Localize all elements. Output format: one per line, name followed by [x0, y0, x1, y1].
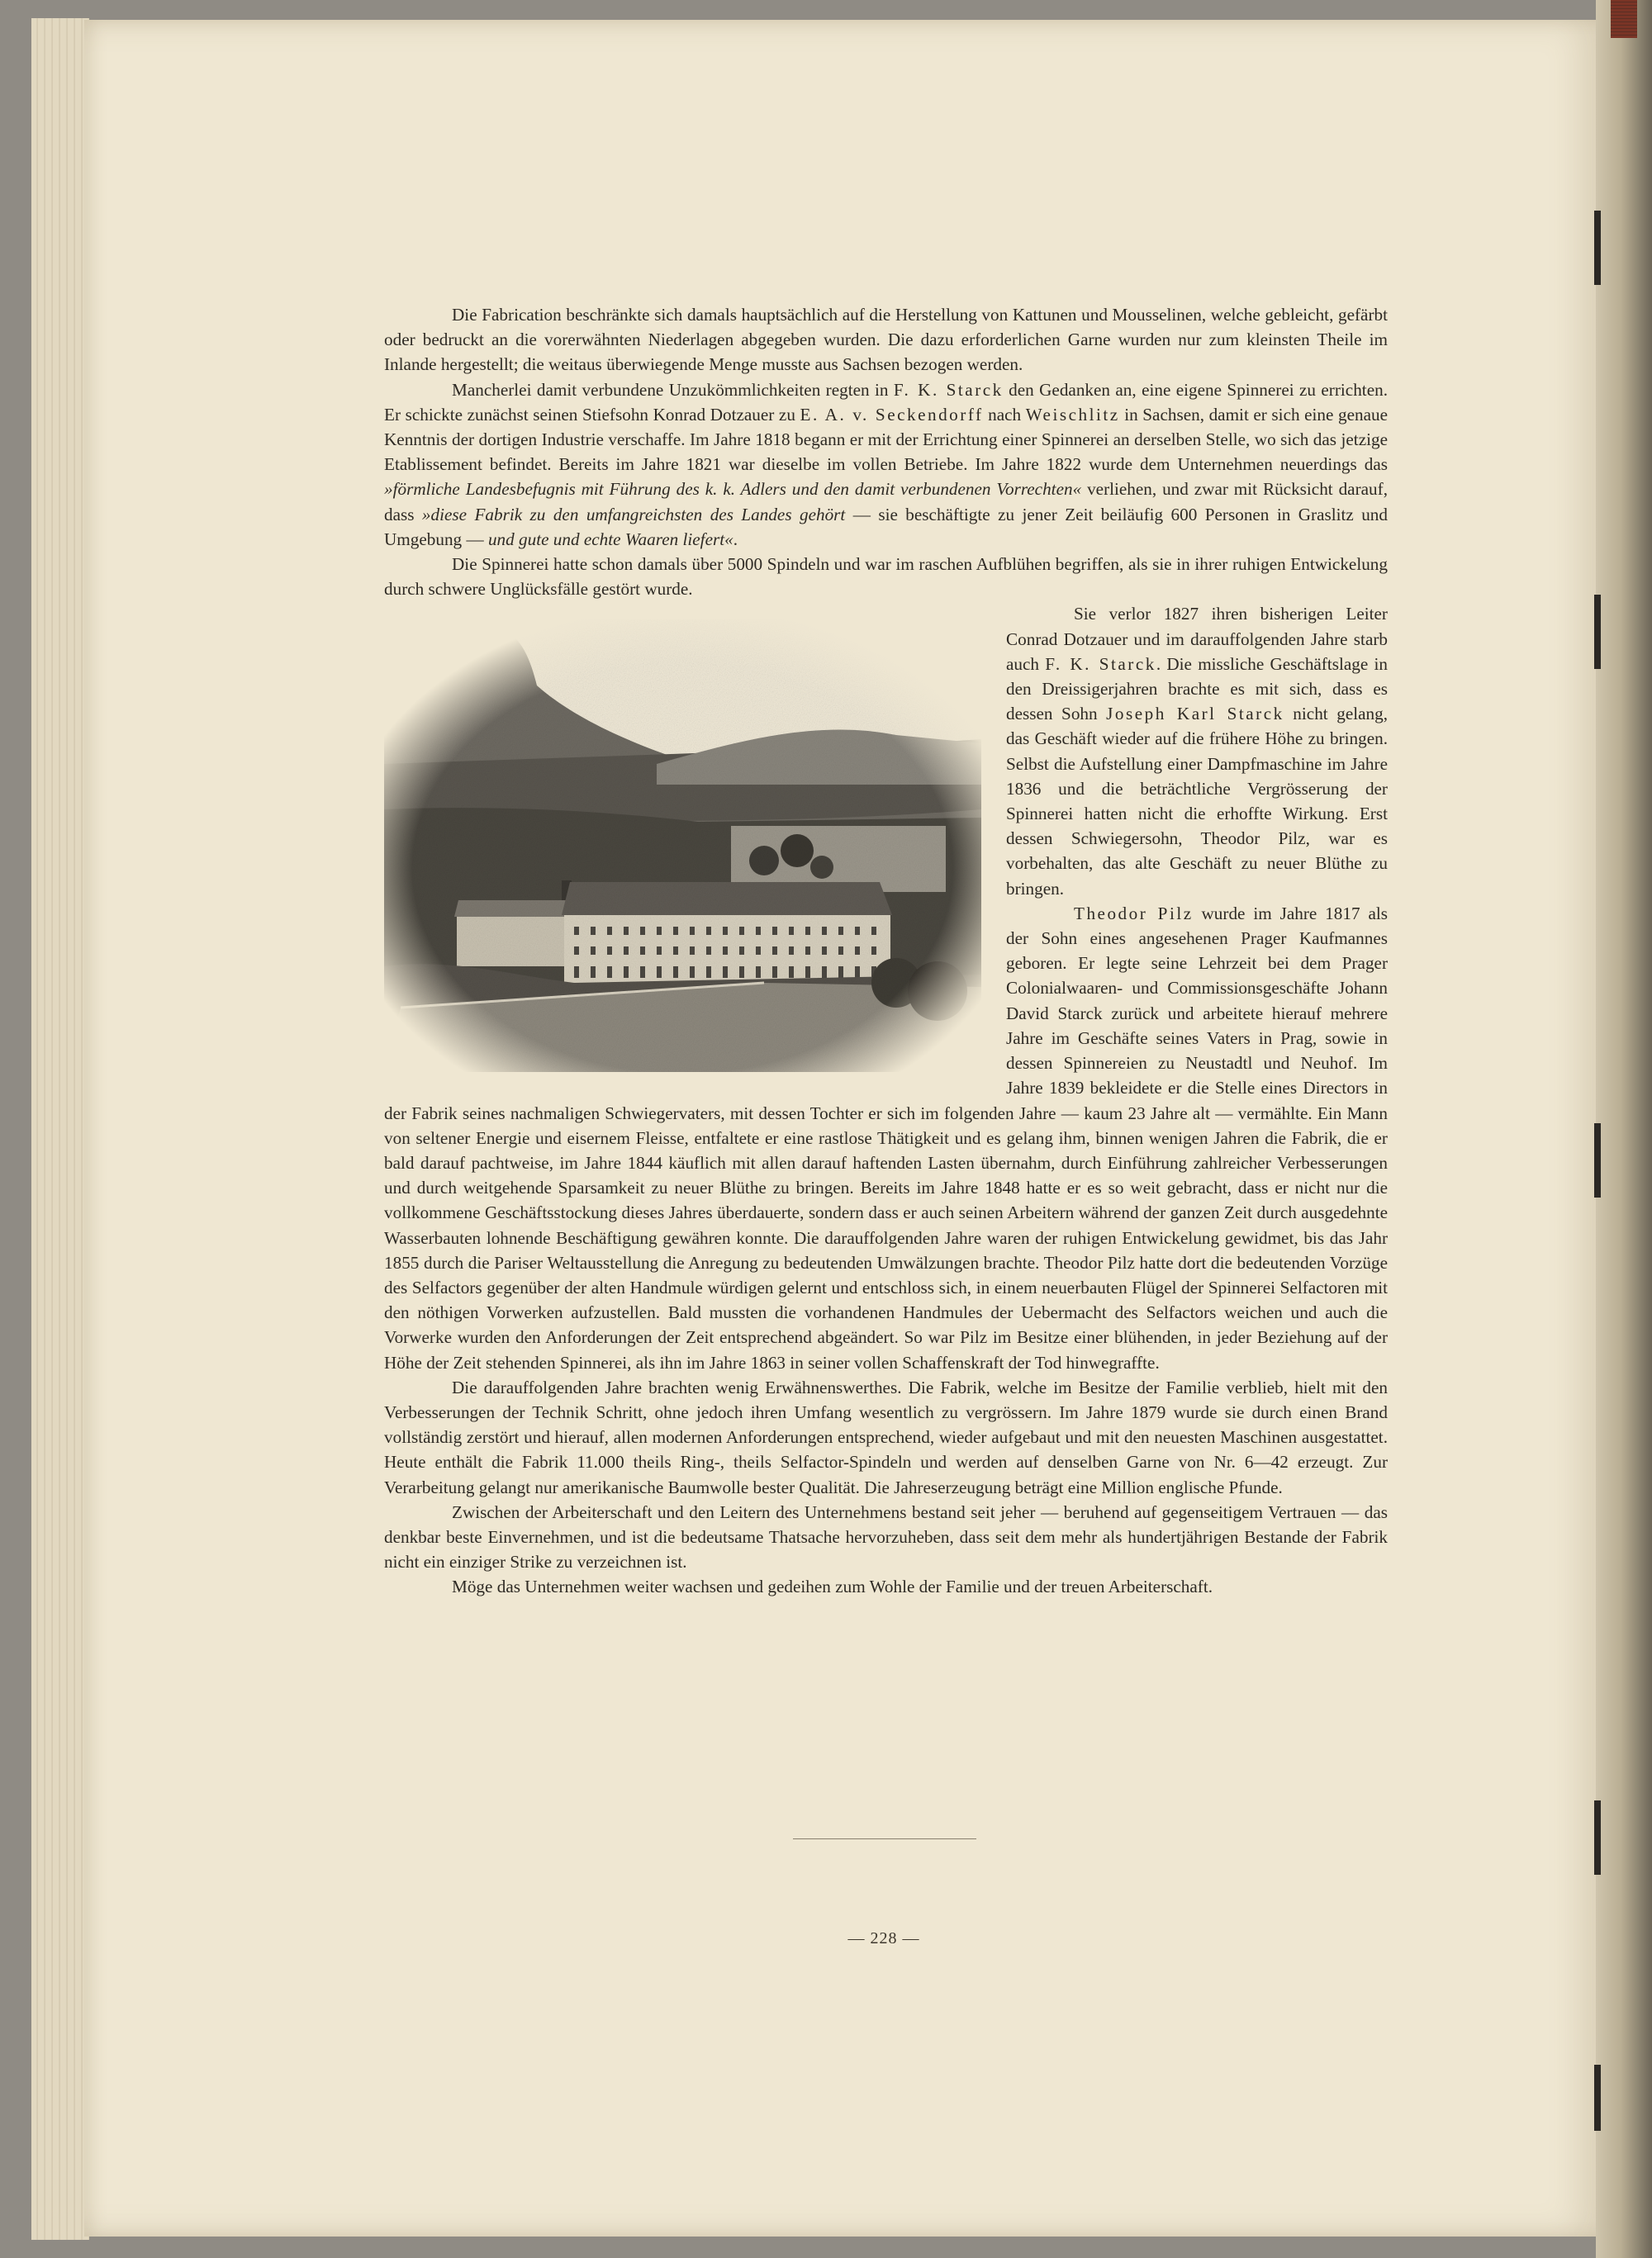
spine-tab	[1594, 1800, 1601, 1875]
page-number: — 228 —	[847, 1929, 920, 1947]
spaced-name: F. K. Starck	[1045, 653, 1156, 674]
book-page-edges	[31, 18, 89, 2240]
text-run: in Sachsen, damit er sich eine genaue Kenntnis der dortigen Industrie verschaffe. Im Jahre 1818 begann er mit der Errichtung einer Spinnerei an derselben Stelle, wo sich das jetzige Etablissement befindet. Bereits im Jahre 1821 war dieselbe im vollen Betriebe. Im Jahre 1822 wurde dem Unternehmen neuerdings das	[384, 404, 1388, 475]
text-run: den Gedanken an, eine eigene Spinnerei zu errichten. Er schickte zunächst seinen Stiefsohn Konrad Dotzauer zu	[384, 379, 1388, 425]
spaced-name: E. A. v. Seckendorff	[800, 404, 984, 425]
text-run: verliehen, und zwar mit Rücksicht darauf, dass	[384, 479, 1388, 524]
factory-engraving	[384, 619, 981, 1072]
paragraph	[384, 377, 1388, 552]
spine-tab	[1594, 1123, 1601, 1198]
italic-quote: »förmliche Landesbefugnis mit Führung des k. k. Adlers und den damit verbundenen Vorrechten«	[384, 479, 1082, 500]
spaced-name: Weischlitz	[1025, 404, 1120, 425]
text-run: Mancherlei damit verbundene Unzukömmlichkeiten regten in	[452, 379, 894, 400]
factory-illustration	[384, 619, 981, 1072]
paragraph-text: Die Fabrication beschränkte sich damals hauptsächlich auf die Herstellung von Kattunen und Mousselinen, welche gebleicht, gefärbt oder bedruckt an die vorerwähnten Niederlagen abgegeben wurden. Die dazu erforderlichen Garne wurden nur zum kleinsten Theile im Inlande hergestellt; die weitaus überwiegende Menge musste aus Sachsen bezogen werden.	[384, 305, 1388, 375]
text-run: wurde im Jahre 1817 als der Sohn eines angesehenen Prager Kaufmannes geboren. Er legte seine Lehrzeit bei dem Prager Colonialwaaren- und Commissionsgeschäfte Johann David Starck zurück und arbeitete hierauf mehrere Jahre im Geschäfte seines Vaters in Prag, sowie in dessen Spinnereien zu Neustadtl und Neuhof. Im Jahre 1839 bekleidete er die Stelle eines Directors in der Fabrik seines nachmaligen Schwiegervaters, mit dessen Tochter er sich im folgenden Jahre — kaum 23 Jahre alt — vermählte. Ein Mann von seltener Energie und eisernem Fleisse, entfaltete er eine rastlose Thätigkeit und es gelang ihm, binnen wenigen Jahren die Fabrik, die er bald darauf pachtweise, im Jahre 1844 käuflich mit allen darauf haftenden Lasten übernahm, durch Einführung zahlreicher Verbesserungen und durch weitgehende Sparsamkeit zu neuer Blüthe zu bringen. Bereits im Jahre 1848 hatte er es so weit gebracht, dass er nicht nur die vollkommene Geschäftsstockung dieses Jahres überdauerte, sondern dass er auch seinen Arbeitern während der ganzen Zeit durch ausgedehnte Wasserbauten lohnende Beschäftigung gewähren konnte. Die darauffolgenden Jahre waren der ruhigen Entwickelung gewidmet, bis das Jahr 1855 durch die Pariser Weltausstellung die Anregung zu bedeutenden Umwälzungen brachte. Theodor Pilz hatte dort die bedeutenden Vorzüge des Selfactors gegenüber der alten Handmule würdigen gelernt und entschloss sich, in einem neuerbauten Flügel der Spinnerei Selfactoren mit den nöthigen Vorwerken aufzustellen. Bald mussten die vorhandenen Handmules der Uebermacht des Selfactors weichen und auch die Vorwerke wurden den Anforderungen der Zeit entsprechend abgeändert. So war Pilz im Besitze einer blühenden, in jeder Beziehung auf der Höhe der Zeit stehenden Spinnerei, als ihn im Jahre 1863 in seiner vollen Schaffenskraft der Tod hinwegraffte.	[384, 903, 1388, 1373]
book-spine	[1596, 0, 1652, 2258]
text-run: .	[733, 529, 738, 549]
spine-tab	[1594, 211, 1601, 285]
text-run: nach	[983, 404, 1026, 425]
text-run: nicht gelang, das Geschäft wieder auf die frühere Höhe zu bringen. Selbst die Aufstellung einer Dampfmaschine im Jahre 1836 und die beträchtliche Vergrösserung der Spinnerei hatten nicht die erhoffte Wirkung. Erst dessen Schwiegersohn, Theodor Pilz, war es vorbehalten, das alte Geschäft zu neuer Blüthe zu bringen.	[1006, 704, 1389, 899]
paragraph	[384, 552, 1388, 601]
text-run: Sie verlor 1827 ihren bisherigen Leiter Conrad Dotzauer und im darauffolgenden Jahre starb auch	[1006, 604, 1388, 674]
text-run: . Die missliche Geschäftslage in den Dreissigerjahren brachte es mit sich, dass es dessen Sohn	[1006, 653, 1389, 724]
paragraph	[384, 1574, 1388, 1599]
italic-quote: »diese Fabrik zu den umfangreichsten des Landes gehört	[421, 504, 846, 524]
paragraph	[384, 302, 1388, 377]
spaced-name: F. K. Starck	[893, 379, 1004, 400]
paragraph	[384, 1375, 1388, 1500]
body-text	[384, 302, 1388, 1600]
paragraph-text: Die darauffolgenden Jahre brachten wenig Erwähnenswerthes. Die Fabrik, welche im Besitze der Familie verblieb, hielt mit den Verbesserungen der Technik Schritt, ohne jedoch ihren Umfang wesentlich zu vergrössern. Im Jahre 1879 wurde sie durch einen Brand vollständig zerstört und hierauf, allen modernen Anforderungen entsprechend, wieder aufgebaut und mit den neuesten Maschinen ausgestattet. Heute enthält die Fabrik 11.000 theils Ring-, theils Selfactor-Spindeln und werden auf denselben Garne von Nr. 6—42 erzeugt. Zur Verarbeitung gelangt nur amerikanische Baumwolle bester Qualität. Die Jahreserzeugung beträgt eine Million englische Pfunde.	[384, 1377, 1388, 1497]
bookmark-ribbon	[1611, 0, 1637, 38]
closing-rule	[793, 1838, 976, 1839]
paragraph-text: Die Spinnerei hatte schon damals über 5000 Spindeln und war im raschen Aufblühen begriffen, als sie in ihrer ruhigen Entwickelung durch schwere Unglücksfälle gestört wurde.	[384, 554, 1388, 600]
paragraph	[384, 1500, 1388, 1575]
text-run: — sie beschäftigte zu jener Zeit beiläufig 600 Personen in Graslitz und Umgebung —	[384, 504, 1388, 549]
italic-quote: und gute und echte Waaren liefert«	[487, 529, 733, 549]
paragraph-text: Zwischen der Arbeiterschaft und den Leitern des Unternehmens bestand seit jeher — beruhend auf gegenseitigem Vertrauen — das denkbar beste Einvernehmen, und ist die bedeutsame Thatsache hervorzuheben, dass seit dem mehr als hundertjährigen Bestande der Fabrik nicht ein einziger Strike zu verzeichnen ist.	[384, 1501, 1388, 1573]
spine-tab	[1594, 595, 1601, 669]
spaced-name: Joseph Karl Starck	[1106, 704, 1284, 724]
spine-tab	[1594, 2065, 1601, 2131]
spaced-name: Theodor Pilz	[1074, 903, 1194, 923]
paragraph-text: Möge das Unternehmen weiter wachsen und gedeihen zum Wohle der Familie und der treuen Arbeiterschaft.	[452, 1577, 1213, 1597]
